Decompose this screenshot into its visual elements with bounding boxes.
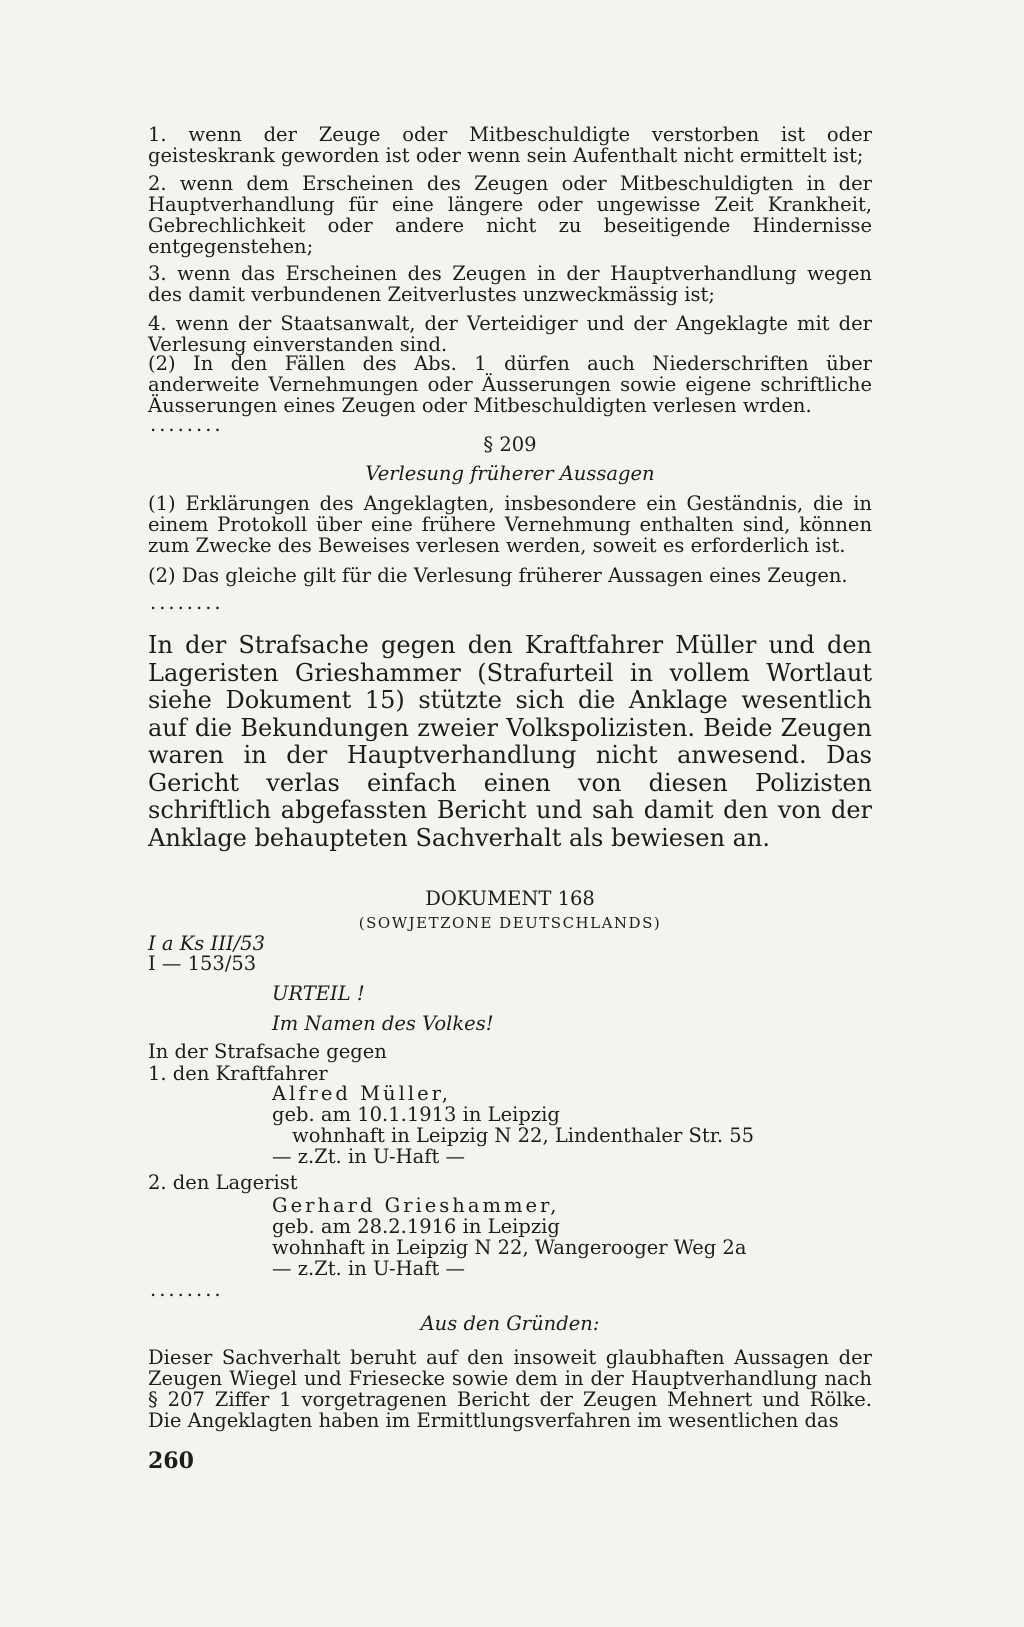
list-item-4: 4. wenn der Staatsanwalt, der Verteidiger und der Angeklagte mit der Verlesung einverstanden sind.: [148, 312, 872, 356]
ellipsis: ........: [150, 413, 224, 436]
case-number: I — 153/53: [148, 952, 257, 975]
case-intro: In der Strafsache gegen: [148, 1040, 387, 1063]
defendant-2-name: Gerhard Grieshammer,: [272, 1194, 560, 1217]
page-number: 260: [148, 1448, 194, 1474]
case-reference: I a Ks III/53: [148, 932, 265, 955]
section-number: § 209: [483, 433, 537, 456]
defendant-1-custody: — z.Zt. in U-Haft —: [272, 1145, 466, 1168]
reasons-paragraph: Dieser Sachverhalt beruht auf den insoweit glaubhaften Aussagen der Zeugen Wiegel und Friesecke sowie dem in der Hauptverhandlung nach § 207 Ziffer 1 vorgetragenen Bericht der Zeugen Mehnert und Rölke. Die Angeklagten haben im Ermittlungsverfahren im wesentlichen das: [148, 1346, 872, 1432]
list-item-3: 3. wenn das Erscheinen des Zeugen in der Hauptverhandlung wegen des damit verbundenen Zeitverlustes unzweckmässig ist;: [148, 262, 872, 306]
verdict-title: URTEIL !: [272, 982, 365, 1005]
defendant-2-label: 2. den Lagerist: [148, 1171, 298, 1194]
defendant-1-name: Alfred Müller,: [272, 1082, 451, 1105]
defendant-2-residence: wohnhaft in Leipzig N 22, Wangerooger Weg 2a: [272, 1236, 747, 1259]
ellipsis: ........: [150, 1278, 224, 1301]
defendant-1-born: geb. am 10.1.1913 in Leipzig: [272, 1103, 560, 1126]
section-title: Verlesung früherer Aussagen: [365, 462, 655, 485]
document-subheading: (SOWJETZONE DEUTSCHLANDS): [358, 914, 662, 932]
list-item-2: 2. wenn dem Erscheinen des Zeugen oder Mitbeschuldigten in der Hauptverhandlung für eine längere oder ungewisse Zeit Krankheit, Gebrechlichkeit oder andere nicht zu beseitigende Hindernisse entgegenstehen;: [148, 172, 872, 258]
commentary-paragraph: In der Strafsache gegen den Kraftfahrer Müller und den Lageristen Grieshammer (Strafurteil in vollem Wortlaut siehe Dokument 15) stützte sich die Anklage wesentlich auf die Bekundungen zweier Volkspolizisten. Beide Zeugen waren in der Hauptverhandlung nicht anwesend. Das Gericht verlas einfach einen von diesen Polizisten schriftlich abgefassten Bericht und sah damit den von der Anklage behaupteten Sachverhalt als bewiesen an.: [148, 631, 872, 852]
defendant-2-born: geb. am 28.2.1916 in Leipzig: [272, 1215, 560, 1238]
defendant-1-label: 1. den Kraftfahrer: [148, 1062, 328, 1085]
defendant-1-residence: wohnhaft in Leipzig N 22, Lindenthaler Str. 55: [292, 1124, 755, 1147]
list-item-1: 1. wenn der Zeuge oder Mitbeschuldigte verstorben ist oder geisteskrank geworden ist oder wenn sein Aufenthalt nicht ermittelt ist;: [148, 123, 872, 167]
paragraph-abs-2: (2) In den Fällen des Abs. 1 dürfen auch Niederschriften über anderweite Vernehmungen oder Äusserungen sowie eigene schriftliche Äusserungen eines Zeugen oder Mitbeschuldigten verlesen wrden.: [148, 352, 872, 417]
defendant-2-custody: — z.Zt. in U-Haft —: [272, 1257, 466, 1280]
section-paragraph-1: (1) Erklärungen des Angeklagten, insbesondere ein Geständnis, die in einem Protokoll über eine frühere Vernehmung enthalten sind, können zum Zwecke des Beweises verlesen werden, soweit es erforderlich ist.: [148, 492, 872, 557]
ellipsis: ........: [150, 591, 224, 614]
reasons-heading: Aus den Gründen:: [420, 1312, 600, 1335]
section-paragraph-2: (2) Das gleiche gilt für die Verlesung früherer Aussagen eines Zeugen.: [148, 564, 848, 587]
in-name-of-people: Im Namen des Volkes!: [272, 1012, 494, 1035]
document-heading: DOKUMENT 168: [425, 887, 595, 910]
